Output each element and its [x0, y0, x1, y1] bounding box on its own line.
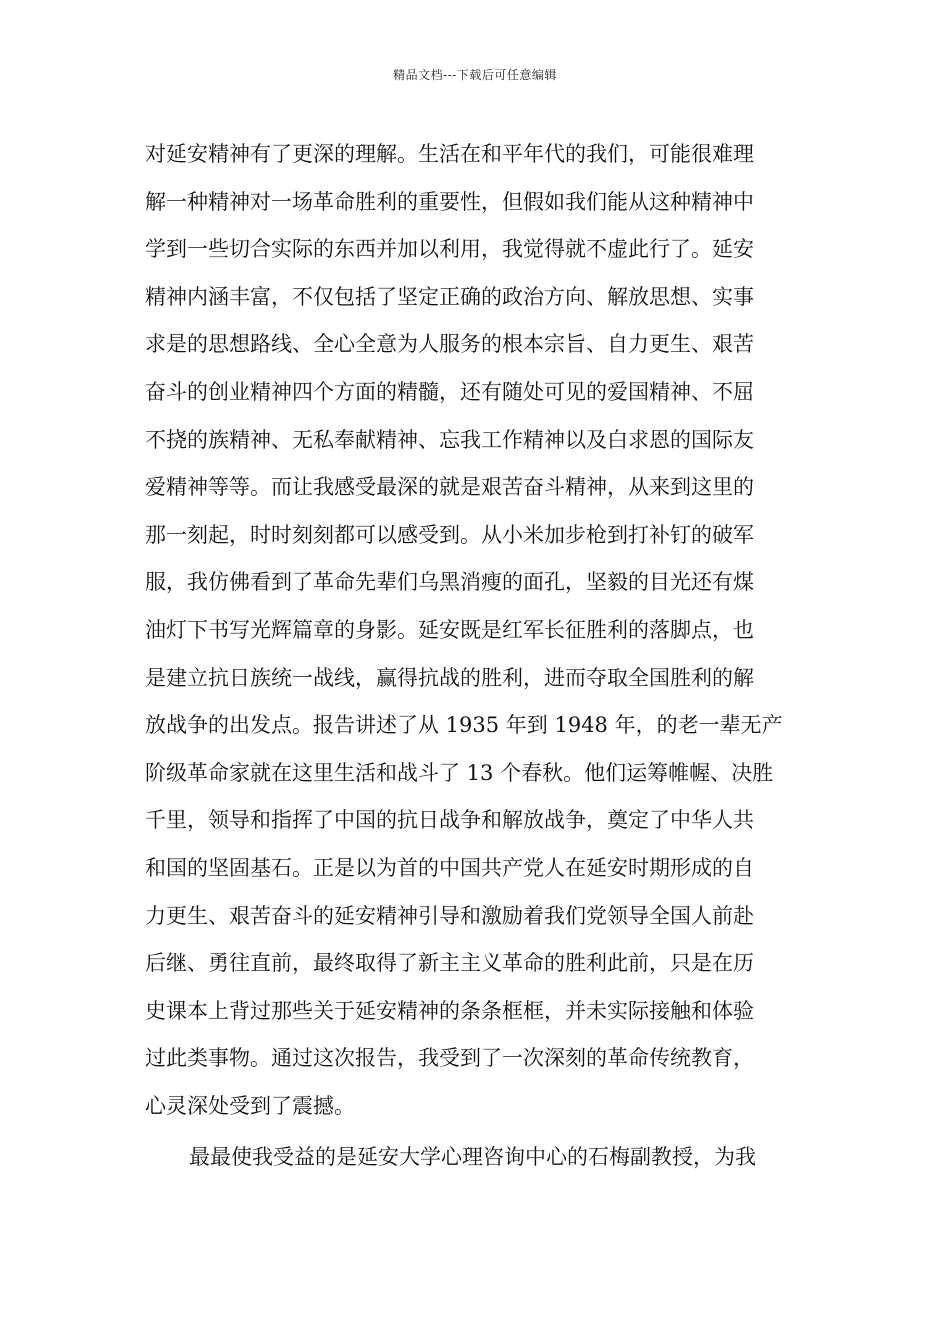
text-line: 不挠的族精神、无私奉献精神、忘我工作精神以及白求恩的国际友	[145, 427, 754, 452]
text-line: 史课本上背过那些关于延安精神的条条框框，并未实际接触和体验	[145, 998, 754, 1023]
text-line: 服，我仿佛看到了革命先辈们乌黑消瘦的面孔，坚毅的目光还有煤	[145, 570, 754, 595]
text-line: 精神内涵丰富，不仅包括了坚定正确的政治方向、解放思想、实事	[145, 284, 754, 309]
text-line: 放战争的出发点。报告讲述了从 1935 年到 1948 年，的老一辈无产	[145, 713, 783, 738]
text-line: 后继、勇往直前，最终取得了新主主义革命的胜利此前，只是在历	[145, 951, 754, 976]
text-line: 千里，领导和指挥了中国的抗日战争和解放战争，奠定了中华人共	[145, 808, 754, 833]
text-line: 解一种精神对一场革命胜利的重要性，但假如我们能从这种精神中	[145, 189, 754, 214]
text-line: 阶级革命家就在这里生活和战斗了 13 个春秋。他们运筹帷幄、决胜	[145, 760, 774, 785]
text-line: 心灵深处受到了震撼。	[145, 1093, 355, 1118]
text-line: 最最使我受益的是延安大学心理咨询中心的石梅副教授，为我	[189, 1145, 756, 1170]
text-line: 力更生、艰苦奋斗的延安精神引导和激励着我们党领导全国人前赴	[145, 903, 754, 928]
page-header: 精品文档---下载后可任意编辑	[393, 68, 557, 82]
text-line: 奋斗的创业精神四个方面的精髓，还有随处可见的爱国精神、不屈	[145, 379, 754, 404]
paragraph-1	[145, 131, 810, 1130]
text-line: 求是的思想路线、全心全意为人服务的根本宗旨、自力更生、艰苦	[145, 332, 754, 357]
text-line: 油灯下书写光辉篇章的身影。延安既是红军长征胜利的落脚点，也	[145, 617, 754, 642]
text-line: 学到一些切合实际的东西并加以利用，我觉得就不虚此行了。延安	[145, 237, 754, 262]
text-line: 那一刻起，时时刻刻都可以感受到。从小米加步枪到打补钉的破军	[145, 522, 754, 547]
text-line: 爱精神等等。而让我感受最深的就是艰苦奋斗精神，从来到这里的	[145, 475, 754, 500]
paragraph-2	[145, 1134, 810, 1182]
text-line: 是建立抗日族统一战线，赢得抗战的胜利，进而夺取全国胜利的解	[145, 665, 754, 690]
text-line: 和国的坚固基石。正是以为首的中国共产党人在延安时期形成的自	[145, 855, 754, 880]
text-line: 对延安精神有了更深的理解。生活在和平年代的我们，可能很难理	[145, 142, 754, 166]
text-line: 过此类事物。通过这次报告，我受到了一次深刻的革命传统教育，	[145, 1046, 754, 1071]
document-body	[145, 131, 810, 1182]
